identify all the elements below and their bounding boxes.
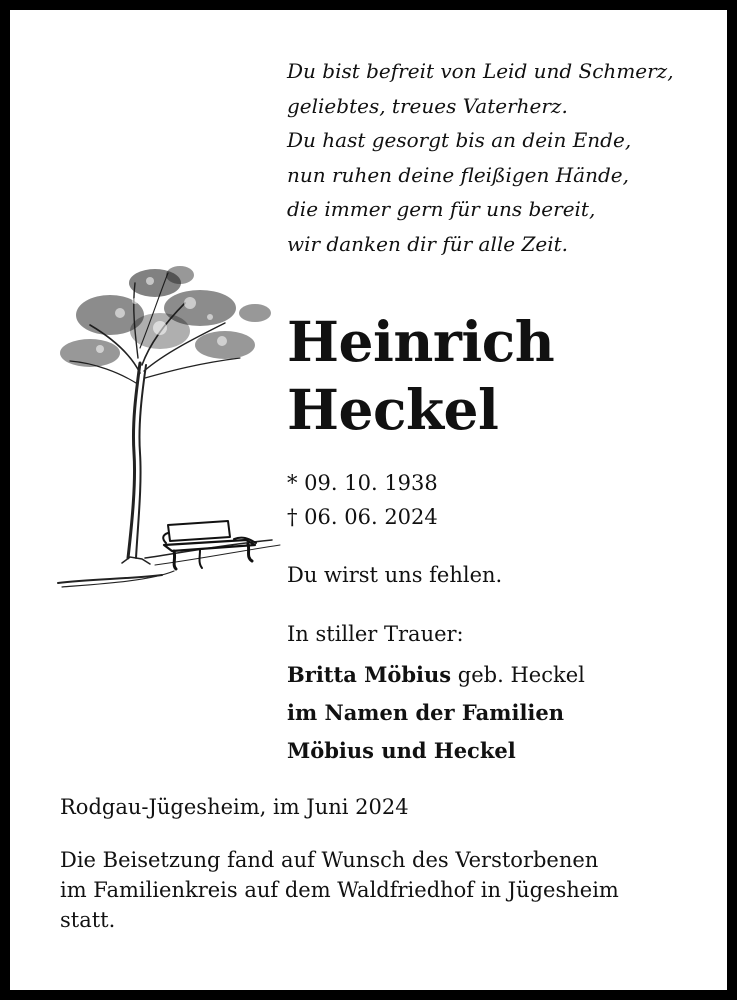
first-name: Heinrich [287,309,555,374]
poem-line: Du bist befreit von Leid und Schmerz, [287,59,674,83]
birth-date: * 09. 10. 1938 [287,471,438,495]
mourners-intro: In stiller Trauer: [287,622,464,646]
funeral-note-line: im Familienkreis auf dem Waldfriedhof in Jügesheim [60,878,619,902]
last-name: Heckel [287,377,499,442]
funeral-note-line: statt. [60,908,116,932]
poem-line: die immer gern für uns bereit, [287,197,596,221]
memorial-poem [287,54,674,261]
poem-line: Du hast gesorgt bis an dein Ende, [287,128,632,152]
place-and-date: Rodgau-Jügesheim, im Juni 2024 [60,795,409,819]
funeral-note-line: Die Beisetzung fand auf Wunsch des Verstorbenen [60,848,599,872]
tree-and-bench-icon [50,253,290,593]
life-dates [287,466,438,534]
mourner-line [287,656,585,694]
poem-line: wir danken dir für alle Zeit. [287,231,568,256]
farewell-message: Du wirst uns fehlen. [287,563,503,587]
death-date: † 06. 06. 2024 [287,505,438,529]
mourner-line [287,732,585,770]
funeral-note [60,845,690,935]
mourners-block [287,616,585,770]
mourner-families-names: Möbius und Heckel [287,738,516,763]
mourner-primary-name: Britta Möbius [287,662,452,687]
mourner-line [287,694,585,732]
obituary-card [10,10,727,990]
mourner-maiden-name: geb. Heckel [451,663,585,687]
mourner-families-label: im Namen der Familien [287,700,565,725]
deceased-name [287,308,554,444]
poem-line: geliebtes, treues Vaterherz. [287,93,568,118]
poem-line: nun ruhen deine fleißigen Hände, [287,162,629,187]
